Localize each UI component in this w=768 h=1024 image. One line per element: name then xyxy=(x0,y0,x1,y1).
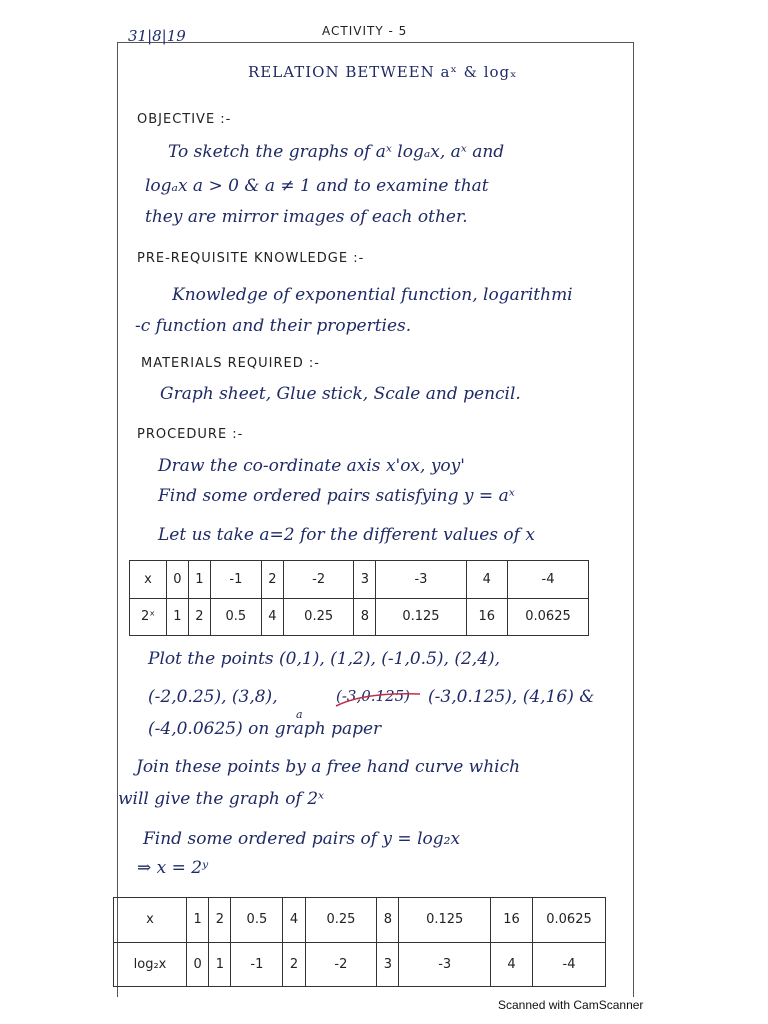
table-logarithmic xyxy=(113,897,606,987)
plot-line-2a: (-2,0.25), (3,8), xyxy=(148,687,278,707)
table-exponential xyxy=(129,560,589,636)
table-cell: -1 xyxy=(210,561,261,599)
table-cell: 2 xyxy=(188,598,210,636)
materials-line: Graph sheet, Glue stick, Scale and pencil. xyxy=(160,384,521,404)
procedure-heading: PROCEDURE :- xyxy=(137,427,244,442)
plot-line-1: Plot the points (0,1), (1,2), (-1,0.5), (2,4), xyxy=(148,649,501,669)
prerequisite-line-2: -c function and their properties. xyxy=(135,316,412,336)
table-cell: 0.125 xyxy=(376,598,466,636)
objective-heading: OBJECTIVE :- xyxy=(137,112,232,127)
struck-point: (-3,0.125) xyxy=(336,687,411,705)
objective-line-3: they are mirror images of each other. xyxy=(145,207,468,227)
table-cell: 2 xyxy=(283,942,305,987)
table-cell: 0 xyxy=(187,942,209,987)
objective-line-2: logₐx a > 0 & a ≠ 1 and to examine that xyxy=(145,176,489,196)
table-cell: log₂x xyxy=(114,942,187,987)
table-cell: 16 xyxy=(466,598,507,636)
table-cell: 0.5 xyxy=(231,898,283,943)
table-cell: 0.125 xyxy=(399,898,490,943)
table-cell: -4 xyxy=(533,942,606,987)
table-cell: 3 xyxy=(377,942,399,987)
date: 31|8|19 xyxy=(128,27,186,45)
table-cell: 1 xyxy=(188,561,210,599)
table-row xyxy=(130,561,589,599)
table-cell: 2 xyxy=(209,898,231,943)
table-cell: 2ˣ xyxy=(130,598,167,636)
table-cell: 1 xyxy=(167,598,189,636)
procedure-line-3: Let us take a=2 for the different values of x xyxy=(158,525,535,545)
plot-line-4: Join these points by a free hand curve which xyxy=(136,757,521,777)
table-cell: 1 xyxy=(187,898,209,943)
table-cell: -1 xyxy=(231,942,283,987)
table-row xyxy=(114,942,606,987)
table-cell: 3 xyxy=(354,561,376,599)
table-cell: x xyxy=(114,898,187,943)
scanner-watermark: Scanned with CamScanner xyxy=(498,998,644,1012)
plot-line-5: will give the graph of 2ˣ xyxy=(118,789,325,809)
table-cell: -3 xyxy=(399,942,490,987)
log-line-1: Find some ordered pairs of y = log₂x xyxy=(143,829,461,849)
log-line-2: ⇒ x = 2ʸ xyxy=(137,858,209,878)
table-cell: -3 xyxy=(376,561,466,599)
prerequisite-heading: PRE-REQUISITE KNOWLEDGE :- xyxy=(137,251,365,266)
table-cell: x xyxy=(130,561,167,599)
table-cell: -4 xyxy=(508,561,589,599)
table-cell: 1 xyxy=(209,942,231,987)
table-row xyxy=(130,598,589,636)
table-cell: 4 xyxy=(283,898,305,943)
insert-mark: a xyxy=(296,708,303,721)
table-cell: 2 xyxy=(261,561,283,599)
objective-line-1: To sketch the graphs of aˣ logₐx, aˣ and xyxy=(168,142,505,162)
procedure-line-1: Draw the co-ordinate axis x'ox, yoy' xyxy=(158,456,465,476)
table-cell: 0 xyxy=(167,561,189,599)
table-cell: 0.5 xyxy=(210,598,261,636)
materials-heading: MATERIALS REQUIRED :- xyxy=(141,356,320,371)
table-cell: 4 xyxy=(261,598,283,636)
table-cell: 0.0625 xyxy=(533,898,606,943)
plot-line-3: (-4,0.0625) on graph paper xyxy=(148,719,382,739)
table-cell: 4 xyxy=(466,561,507,599)
table-cell: -2 xyxy=(305,942,377,987)
activity-number: ACTIVITY - 5 xyxy=(322,24,408,38)
table-cell: 16 xyxy=(490,898,532,943)
table-cell: 0.25 xyxy=(305,898,377,943)
table-cell: 8 xyxy=(377,898,399,943)
plot-line-2b: (-3,0.125), (4,16) & xyxy=(428,687,595,707)
page-title: RELATION BETWEEN aˣ & logₓ xyxy=(248,63,518,81)
table-cell: -2 xyxy=(283,561,354,599)
table-cell: 0.25 xyxy=(283,598,354,636)
table-cell: 8 xyxy=(354,598,376,636)
procedure-line-2: Find some ordered pairs satisfying y = aˣ xyxy=(158,486,515,506)
table-cell: 4 xyxy=(490,942,532,987)
table-cell: 0.0625 xyxy=(508,598,589,636)
prerequisite-line-1: Knowledge of exponential function, logarithmi xyxy=(172,285,573,305)
table-row xyxy=(114,898,606,943)
